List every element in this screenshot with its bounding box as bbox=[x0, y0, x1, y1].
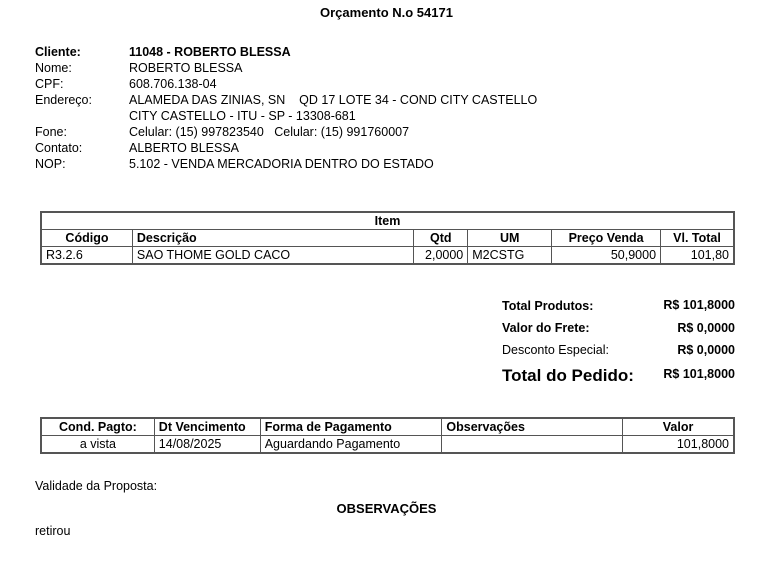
header-codigo: Código bbox=[42, 230, 133, 247]
total-produtos-label: Total Produtos: bbox=[502, 299, 594, 313]
cliente-value: 11048 - ROBERTO BLESSA bbox=[129, 45, 291, 59]
payment-table-header-row bbox=[42, 419, 734, 436]
nop-value: 5.102 - VENDA MERCADORIA DENTRO DO ESTADO bbox=[129, 157, 434, 171]
document-title: Orçamento N.o 54171 bbox=[320, 5, 453, 20]
valor-frete-value: R$ 0,0000 bbox=[677, 321, 735, 335]
total-produtos-value: R$ 101,8000 bbox=[663, 298, 735, 312]
endereco-line2: CITY CASTELLO - ITU - SP - 13308-681 bbox=[129, 109, 356, 123]
cell-forma-pagamento: Aguardando Pagamento bbox=[260, 436, 442, 453]
nome-label: Nome: bbox=[35, 61, 72, 75]
contato-value: ALBERTO BLESSA bbox=[129, 141, 240, 155]
contato-label: Contato: bbox=[35, 141, 83, 155]
items-table bbox=[41, 212, 734, 264]
total-pedido-value: R$ 101,8000 bbox=[663, 367, 735, 381]
nome-value: ROBERTO BLESSA bbox=[129, 61, 243, 75]
payment-table bbox=[41, 418, 734, 453]
cpf-value: 608.706.138-04 bbox=[129, 77, 217, 91]
observacoes-text: retirou bbox=[35, 524, 71, 538]
endereco-label: Endereço: bbox=[35, 93, 92, 107]
header-cond-pagto: Cond. Pagto: bbox=[42, 419, 155, 436]
cpf-label: CPF: bbox=[35, 77, 64, 91]
header-vl-total: Vl. Total bbox=[661, 230, 734, 247]
fone-label: Fone: bbox=[35, 125, 67, 139]
cell-dt-vencimento: 14/08/2025 bbox=[154, 436, 260, 453]
cell-cond-pagto: a vista bbox=[42, 436, 155, 453]
fone-value: Celular: (15) 997823540 Celular: (15) 991760007 bbox=[129, 125, 410, 139]
header-um: UM bbox=[468, 230, 552, 247]
cell-qtd: 2,0000 bbox=[414, 247, 468, 264]
header-dt-vencimento: Dt Vencimento bbox=[154, 419, 260, 436]
table-row bbox=[42, 247, 734, 264]
valor-frete-label: Valor do Frete: bbox=[502, 321, 590, 335]
cell-valor: 101,8000 bbox=[623, 436, 734, 453]
nop-label: NOP: bbox=[35, 157, 66, 171]
observacoes-title: OBSERVAÇÕES bbox=[336, 501, 437, 516]
cell-um: M2CSTG bbox=[468, 247, 552, 264]
header-preco-venda: Preço Venda bbox=[552, 230, 661, 247]
cliente-label: Cliente: bbox=[35, 45, 81, 59]
endereco-line1: ALAMEDA DAS ZINIAS, SN QD 17 LOTE 34 - COND CITY CASTELLO bbox=[129, 93, 538, 107]
cell-preco-venda: 50,9000 bbox=[552, 247, 661, 264]
header-forma-pagamento: Forma de Pagamento bbox=[260, 419, 442, 436]
header-valor: Valor bbox=[623, 419, 734, 436]
cell-observacoes bbox=[442, 436, 623, 453]
desconto-especial-value: R$ 0,0000 bbox=[677, 343, 735, 357]
table-row bbox=[42, 436, 734, 453]
header-qtd: Qtd bbox=[414, 230, 468, 247]
items-table-caption: Item bbox=[42, 213, 734, 230]
cell-codigo: R3.2.6 bbox=[42, 247, 133, 264]
header-descricao: Descrição bbox=[132, 230, 413, 247]
total-pedido-label: Total do Pedido: bbox=[502, 366, 634, 385]
cell-descricao: SAO THOME GOLD CACO bbox=[132, 247, 413, 264]
cell-vl-total: 101,80 bbox=[661, 247, 734, 264]
validade-label: Validade da Proposta: bbox=[35, 479, 158, 493]
header-observacoes: Observações bbox=[442, 419, 623, 436]
desconto-especial-label: Desconto Especial: bbox=[502, 343, 610, 357]
items-table-header-row bbox=[42, 230, 734, 247]
